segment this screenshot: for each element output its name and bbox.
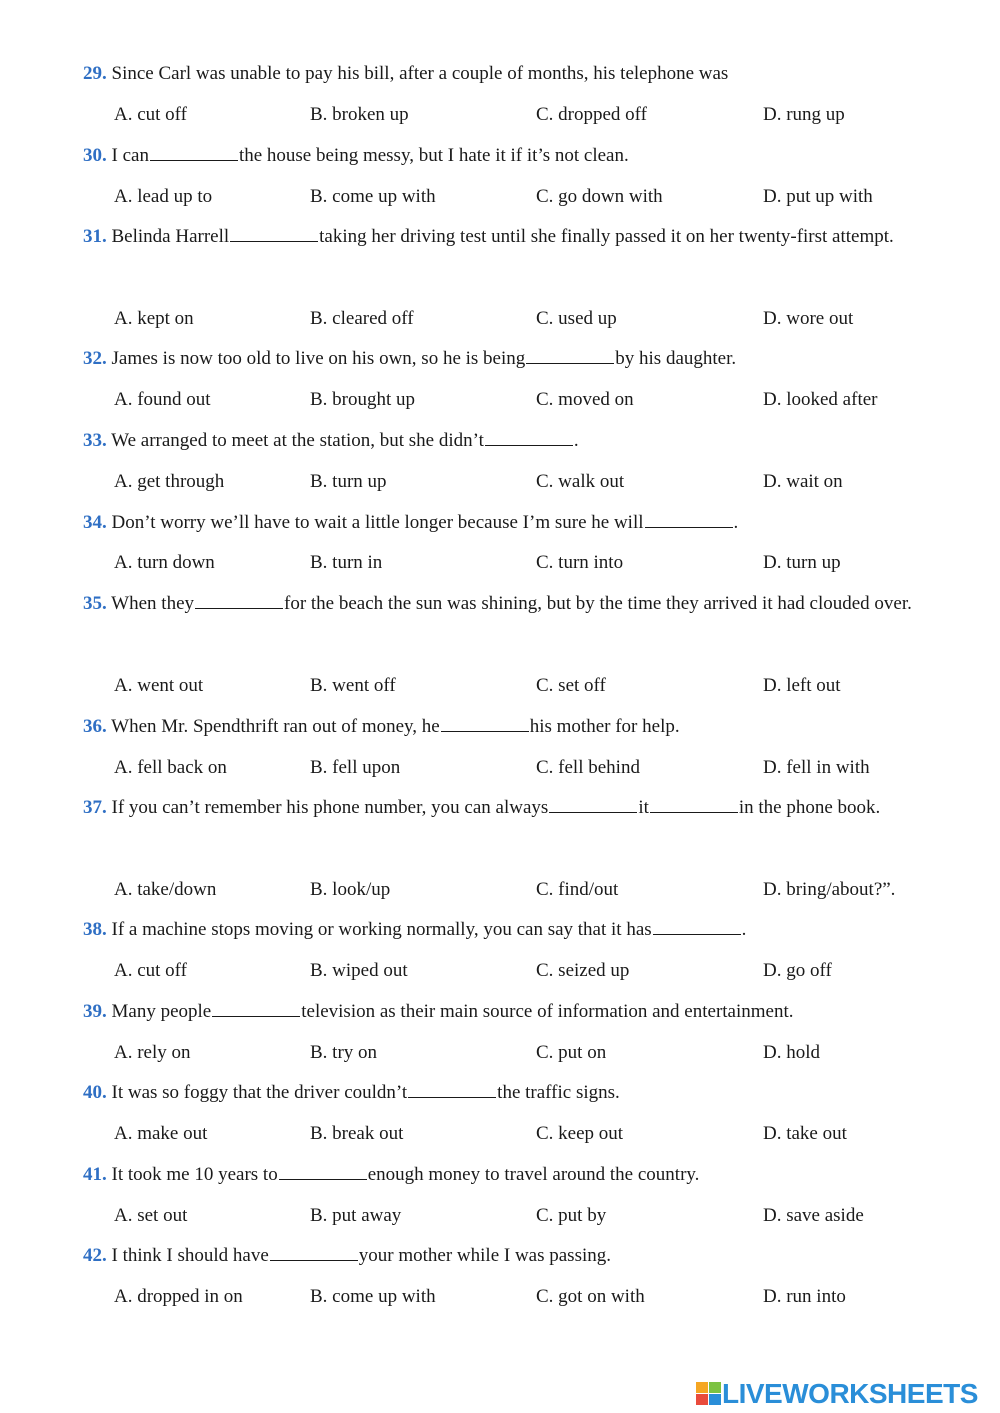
option-c[interactable]: C. got on with: [536, 1286, 645, 1307]
liveworksheets-logo[interactable]: [696, 1378, 996, 1410]
option-d[interactable]: D. looked after: [763, 389, 878, 410]
option-d[interactable]: D. take out: [763, 1123, 847, 1144]
options-35: [114, 665, 954, 706]
question-text: I can: [111, 145, 149, 166]
option-d[interactable]: D. rung up: [763, 104, 845, 125]
option-b[interactable]: B. brought up: [310, 389, 416, 410]
question-37: [83, 787, 951, 828]
question-text: your mother while I was passing.: [358, 1245, 611, 1266]
option-b[interactable]: B. went off: [310, 675, 396, 696]
question-text: .: [573, 430, 579, 451]
question-29: [83, 53, 951, 94]
question-text: James is now too old to live on his own, so he is being: [111, 348, 526, 369]
question-41: [83, 1154, 951, 1195]
option-a[interactable]: A. set out: [114, 1205, 188, 1226]
question-40: [83, 1072, 951, 1113]
answer-blank[interactable]: [645, 512, 733, 528]
question-39: [83, 991, 951, 1032]
option-a[interactable]: A. turn down: [114, 552, 215, 573]
option-c[interactable]: C. used up: [536, 308, 617, 329]
option-d[interactable]: D. put up with: [763, 186, 873, 207]
question-35: [83, 583, 951, 624]
option-d[interactable]: D. wore out: [763, 308, 854, 329]
options-33: [114, 461, 954, 502]
options-30: [114, 176, 954, 217]
question-number: 39.: [83, 1001, 107, 1022]
option-a[interactable]: A. kept on: [114, 308, 194, 329]
question-text: If you can’t remember his phone number, you can always: [111, 797, 549, 818]
option-b[interactable]: B. come up with: [310, 1286, 436, 1307]
option-b[interactable]: B. put away: [310, 1205, 402, 1226]
option-b[interactable]: B. look/up: [310, 879, 391, 900]
question-number: 30.: [83, 145, 107, 166]
question-text: by his daughter.: [615, 348, 737, 369]
option-a[interactable]: A. fell back on: [114, 757, 227, 778]
answer-blank[interactable]: [441, 716, 529, 732]
option-d[interactable]: D. go off: [763, 960, 832, 981]
option-d[interactable]: D. wait on: [763, 471, 843, 492]
question-number: 34.: [83, 512, 107, 533]
option-d[interactable]: D. bring/about?”.: [763, 879, 896, 900]
answer-blank[interactable]: [279, 1164, 367, 1180]
question-text: .: [741, 919, 747, 940]
option-a[interactable]: A. found out: [114, 389, 211, 410]
question-36: [83, 706, 951, 747]
question-text: Belinda Harrell: [111, 226, 230, 247]
option-c[interactable]: C. go down with: [536, 186, 663, 207]
options-32: [114, 379, 954, 420]
option-c[interactable]: C. seized up: [536, 960, 630, 981]
option-b[interactable]: B. fell upon: [310, 757, 401, 778]
question-text: It was so foggy that the driver couldn’t: [111, 1082, 408, 1103]
option-d[interactable]: D. left out: [763, 675, 841, 696]
question-text: I think I should have: [111, 1245, 269, 1266]
question-number: 33.: [83, 430, 107, 451]
question-text: the house being messy, but I hate it if it’s not clean.: [238, 145, 629, 166]
question-text: When Mr. Spendthrift ran out of money, he: [111, 716, 440, 737]
options-42: [114, 1276, 954, 1317]
option-b[interactable]: B. wiped out: [310, 960, 408, 981]
answer-blank[interactable]: [408, 1082, 496, 1098]
options-40: [114, 1113, 954, 1154]
option-c[interactable]: C. put by: [536, 1205, 607, 1226]
options-38: [114, 950, 954, 991]
question-34: [83, 502, 951, 543]
question-text: taking her driving test until she finally passed it on her twenty-first attempt.: [319, 226, 894, 247]
option-c[interactable]: C. find/out: [536, 879, 619, 900]
option-b[interactable]: B. cleared off: [310, 308, 414, 329]
question-number: 38.: [83, 919, 107, 940]
options-36: [114, 747, 954, 788]
option-a[interactable]: A. get through: [114, 471, 225, 492]
option-d[interactable]: D. fell in with: [763, 757, 870, 778]
options-41: [114, 1195, 954, 1236]
question-31: [83, 216, 951, 257]
option-a[interactable]: A. cut off: [114, 104, 187, 125]
option-b[interactable]: B. come up with: [310, 186, 436, 207]
option-a[interactable]: A. cut off: [114, 960, 187, 981]
question-text: for the beach the sun was shining, but by the time they arrived it had clouded over.: [284, 593, 912, 614]
question-text: We arranged to meet at the station, but she didn’t: [111, 430, 484, 451]
answer-blank[interactable]: [150, 145, 238, 161]
question-text: .: [733, 512, 739, 533]
answer-blank[interactable]: [195, 593, 283, 609]
question-number: 35.: [83, 593, 107, 614]
option-a[interactable]: A. dropped in on: [114, 1286, 243, 1307]
option-c[interactable]: C. moved on: [536, 389, 634, 410]
option-a[interactable]: A. take/down: [114, 879, 217, 900]
question-text: it: [638, 797, 649, 818]
option-d[interactable]: D. save aside: [763, 1205, 864, 1226]
option-b[interactable]: B. turn in: [310, 552, 383, 573]
question-number: 29.: [83, 63, 107, 84]
options-31: [114, 298, 954, 339]
answer-blank[interactable]: [212, 1001, 300, 1017]
option-b[interactable]: B. broken up: [310, 104, 409, 125]
option-a[interactable]: A. make out: [114, 1123, 208, 1144]
question-text: If a machine stops moving or working normally, you can say that it has: [111, 919, 652, 940]
question-text: enough money to travel around the country.: [367, 1164, 700, 1185]
logo-text: LIVEWORKSHEETS: [722, 1378, 978, 1409]
option-d[interactable]: D. hold: [763, 1042, 820, 1063]
answer-blank[interactable]: [485, 430, 573, 446]
question-number: 37.: [83, 797, 107, 818]
option-c[interactable]: C. fell behind: [536, 757, 640, 778]
option-b[interactable]: B. break out: [310, 1123, 404, 1144]
option-b[interactable]: B. turn up: [310, 471, 387, 492]
liveworksheets-logo-icon: [696, 1382, 722, 1406]
question-number: 40.: [83, 1082, 107, 1103]
answer-blank[interactable]: [549, 797, 637, 813]
option-a[interactable]: A. lead up to: [114, 186, 213, 207]
option-b[interactable]: B. try on: [310, 1042, 378, 1063]
question-text: Don’t worry we’ll have to wait a little longer because I’m sure he will: [111, 512, 644, 533]
question-33: [83, 420, 951, 461]
options-34: [114, 542, 954, 583]
question-text: It took me 10 years to: [111, 1164, 278, 1185]
options-39: [114, 1032, 954, 1073]
answer-blank[interactable]: [526, 348, 614, 364]
question-38: [83, 909, 951, 950]
question-text: in the phone book.: [738, 797, 881, 818]
options-37: [114, 869, 954, 910]
option-c[interactable]: C. dropped off: [536, 104, 647, 125]
option-d[interactable]: D. turn up: [763, 552, 841, 573]
option-a[interactable]: A. rely on: [114, 1042, 191, 1063]
question-number: 31.: [83, 226, 107, 247]
question-text: the traffic signs.: [497, 1082, 620, 1103]
question-number: 41.: [83, 1164, 107, 1185]
question-text: his mother for help.: [529, 716, 680, 737]
options-29: [114, 94, 954, 135]
option-c[interactable]: C. keep out: [536, 1123, 624, 1144]
option-c[interactable]: C. set off: [536, 675, 606, 696]
answer-blank[interactable]: [270, 1245, 358, 1261]
option-a[interactable]: A. went out: [114, 675, 204, 696]
question-32: [83, 338, 951, 379]
question-text: When they: [111, 593, 194, 614]
question-30: [83, 135, 951, 176]
answer-blank[interactable]: [230, 226, 318, 242]
option-d[interactable]: D. run into: [763, 1286, 846, 1307]
question-text: Since Carl was unable to pay his bill, after a couple of months, his telephone was: [111, 63, 729, 84]
question-number: 36.: [83, 716, 107, 737]
question-text: Many people: [111, 1001, 212, 1022]
question-42: [83, 1235, 951, 1276]
question-number: 42.: [83, 1245, 107, 1266]
question-number: 32.: [83, 348, 107, 369]
option-c[interactable]: C. walk out: [536, 471, 625, 492]
option-c[interactable]: C. turn into: [536, 552, 624, 573]
question-text: television as their main source of information and entertainment.: [301, 1001, 794, 1022]
answer-blank[interactable]: [653, 919, 741, 935]
option-c[interactable]: C. put on: [536, 1042, 607, 1063]
answer-blank[interactable]: [650, 797, 738, 813]
